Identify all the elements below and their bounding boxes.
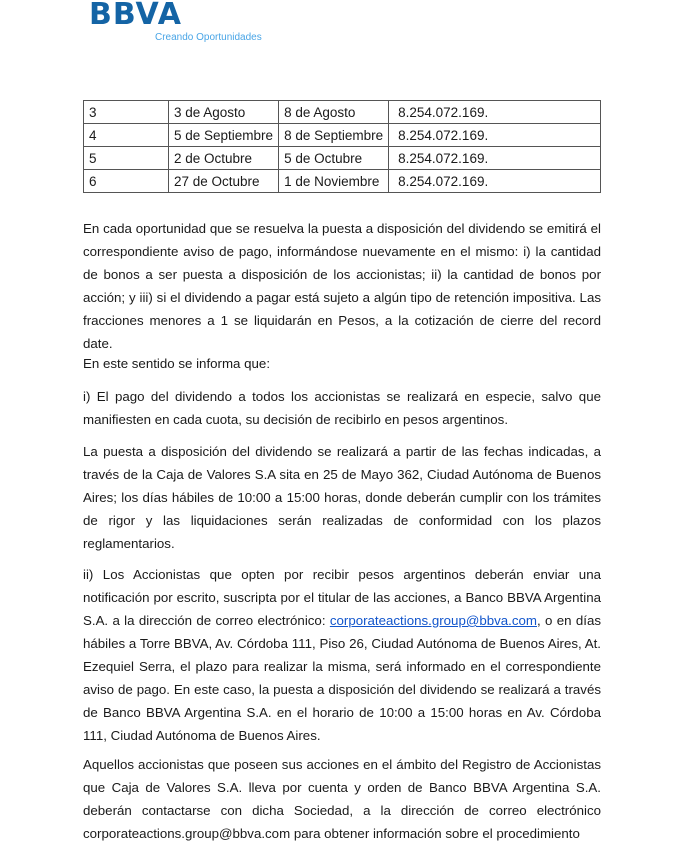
table-cell-availability-date: 3 de Agosto — [169, 101, 279, 124]
table-row — [84, 101, 601, 124]
table-cell-installment-number: 6 — [84, 170, 169, 193]
paragraph-pesos-option — [83, 563, 601, 747]
table-cell-installment-number: 3 — [84, 101, 169, 124]
table-cell-share-amount: 8.254.072.169. — [389, 124, 601, 147]
pesos-option-text-before: ii) Los Accionistas que opten por recibir pesos argentinos deberán enviar una notificación por escrito, suscripta por el titular de las acciones, a Banco BBVA Argentina S.A. a la dirección de correo electrónico: — [83, 567, 601, 628]
table-cell-record-date: 8 de Septiembre — [279, 124, 389, 147]
table-cell-share-amount: 8.254.072.169. — [389, 101, 601, 124]
paragraph-payment-notice: En cada oportunidad que se resuelva la puesta a disposición del dividendo se emitirá el correspondiente aviso de pago, informándose nuevamente en el mismo: i) la cantidad de bonos a ser puesta a disposición de los accionistas; ii) la cantidad de bonos por acción; y iii) si el dividendo a pagar está sujeto a algún tipo de retención impositiva. Las fracciones menores a 1 se liquidarán en Pesos, a la cotización de cierre del record date. — [83, 221, 601, 351]
table-cell-installment-number: 5 — [84, 147, 169, 170]
table-row — [84, 170, 601, 193]
table-cell-record-date: 5 de Octubre — [279, 147, 389, 170]
logo-text: BBVA — [89, 0, 182, 32]
table-cell-record-date: 1 de Noviembre — [279, 170, 389, 193]
dividend-schedule-table — [83, 100, 601, 193]
tagline: Creando Oportunidades — [155, 32, 262, 43]
table-row — [84, 147, 601, 170]
paragraph-intro: En este sentido se informa que: — [83, 356, 271, 371]
pesos-option-text-after: , o en días hábiles a Torre BBVA, Av. Córdoba 111, Piso 26, Ciudad Autónoma de Buenos Aires, At. Ezequiel Serra, el plazo para realizar la misma, será informado en el correspondiente aviso de pago. En este caso, la puesta a disposición del dividendo se realizará a través de Banco BBVA Argentina S.A. en el horario de 10:00 a 15:00 horas en Av. Córdoba 111, Ciudad Autónoma de Buenos Aires. — [83, 613, 601, 743]
bbva-logo — [89, 0, 182, 30]
paragraph-availability: La puesta a disposición del dividendo se realizará a partir de las fechas indicadas, a través de la Caja de Valores S.A sita en 25 de Mayo 362, Ciudad Autónoma de Buenos Aires; los días hábiles de 10:00 a 15:00 horas, donde deberán cumplir con los trámites de rigor y las liquidaciones serán realizadas de conformidad con los plazos reglamentarios. — [83, 444, 601, 551]
paragraph-payment-in-kind: i) El pago del dividendo a todos los accionistas se realizará en especie, salvo que manifiesten en cada cuota, su decisión de recibirlo en pesos argentinos. — [83, 389, 601, 427]
table-cell-share-amount: 8.254.072.169. — [389, 170, 601, 193]
table-cell-availability-date: 5 de Septiembre — [169, 124, 279, 147]
paragraph-registry-holders: Aquellos accionistas que poseen sus acciones en el ámbito del Registro de Accionistas que Caja de Valores S.A. lleva por cuenta y orden de Banco BBVA Argentina S.A. deberán contactarse con dicha Sociedad, a la dirección de correo electrónico corporateactions.group@bbva.com para obtener información sobre el procedimiento — [83, 757, 601, 841]
table-cell-availability-date: 27 de Octubre — [169, 170, 279, 193]
table-cell-share-amount: 8.254.072.169. — [389, 147, 601, 170]
table-row — [84, 124, 601, 147]
email-link[interactable]: corporateactions.group@bbva.com — [329, 613, 537, 628]
table-cell-installment-number: 4 — [84, 124, 169, 147]
table-cell-availability-date: 2 de Octubre — [169, 147, 279, 170]
table-cell-record-date: 8 de Agosto — [279, 101, 389, 124]
